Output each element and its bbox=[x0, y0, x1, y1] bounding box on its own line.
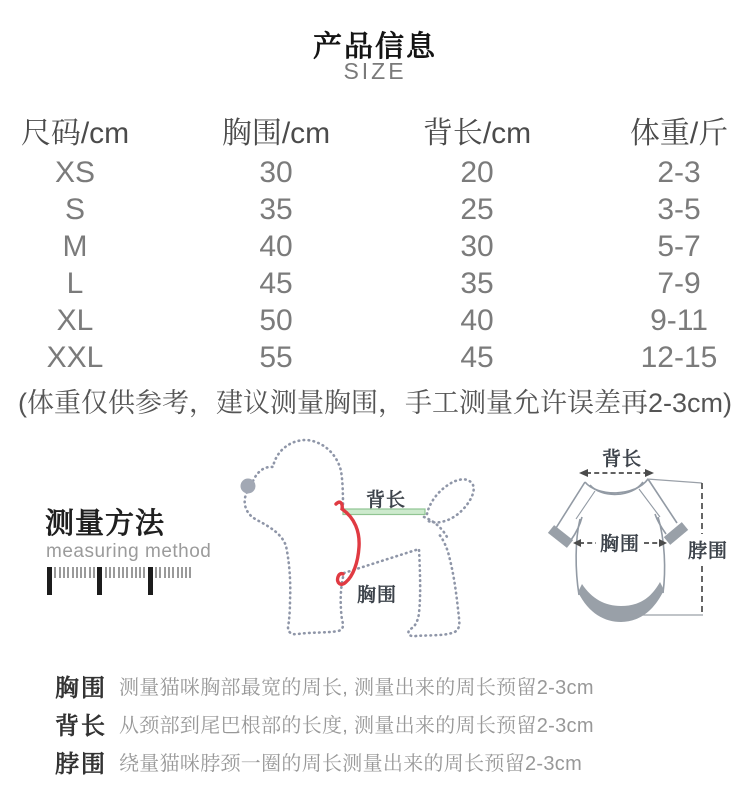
shirt-measure-illustration bbox=[545, 435, 750, 665]
ruler-short-tick bbox=[72, 567, 74, 578]
dog-back-length-label: 背长 bbox=[366, 490, 407, 511]
table-cell: 7-9 bbox=[657, 267, 701, 300]
ruler-long-tick bbox=[97, 567, 102, 595]
size-table bbox=[0, 112, 750, 420]
table-cell: 20 bbox=[460, 156, 494, 189]
column-header-size: 尺码/cm bbox=[20, 116, 130, 150]
table-cell: 40 bbox=[460, 304, 494, 337]
page-subtitle: SIZE bbox=[343, 58, 407, 84]
ruler-short-tick bbox=[54, 567, 56, 578]
ruler-short-tick bbox=[80, 567, 82, 578]
ruler-short-tick bbox=[143, 567, 145, 578]
ruler-short-tick bbox=[113, 567, 115, 578]
table-cell: L bbox=[66, 267, 84, 300]
size-table-body bbox=[0, 154, 750, 376]
ruler-icon bbox=[47, 567, 194, 595]
table-cell: 3-5 bbox=[657, 193, 701, 226]
definition-term: 背长 bbox=[55, 713, 107, 740]
ruler-short-tick bbox=[155, 567, 157, 578]
table-cell: 5-7 bbox=[657, 230, 701, 263]
ruler-short-tick bbox=[84, 567, 86, 578]
definition-term: 脖围 bbox=[55, 751, 107, 778]
table-cell: 45 bbox=[259, 267, 293, 300]
table-cell: S bbox=[64, 193, 85, 226]
dog-illustration-svg bbox=[226, 430, 518, 668]
page-title: 产品信息 bbox=[312, 31, 437, 63]
table-cell: 12-15 bbox=[640, 341, 718, 374]
ruler-short-tick bbox=[185, 567, 187, 578]
sleeve-cuff-left bbox=[551, 529, 570, 544]
shirt-neck-label: 脖围 bbox=[687, 541, 729, 562]
ruler-short-tick bbox=[126, 567, 128, 578]
table-cell: 2-3 bbox=[657, 156, 701, 189]
column-header-weight: 体重/斤 bbox=[629, 116, 729, 150]
definition-row-back bbox=[55, 706, 594, 741]
ruler-short-tick bbox=[172, 567, 174, 578]
ruler-short-tick bbox=[135, 567, 137, 578]
table-cell: XXL bbox=[46, 341, 104, 374]
ruler-short-tick bbox=[105, 567, 107, 578]
table-cell: 55 bbox=[259, 341, 293, 374]
definition-desc: 测量猫咪胸部最宽的周长, 测量出来的周长预留2-3cm bbox=[119, 677, 594, 699]
dog-chest-label: 胸围 bbox=[357, 585, 398, 606]
back-length-arrow bbox=[579, 469, 654, 477]
ruler-short-tick bbox=[63, 567, 65, 578]
measuring-method-title: 测量方法 bbox=[45, 508, 166, 540]
ruler-short-tick bbox=[89, 567, 91, 578]
measuring-method-subtitle: measuring method bbox=[46, 541, 212, 562]
raglan-seam-left bbox=[576, 491, 595, 519]
table-cell: 35 bbox=[460, 267, 494, 300]
dog-nose bbox=[241, 479, 256, 494]
sleeve-cuff-right bbox=[667, 526, 685, 541]
definition-term: 胸围 bbox=[55, 675, 107, 702]
table-cell: 9-11 bbox=[650, 304, 708, 337]
size-table-header bbox=[0, 112, 750, 154]
table-cell: 25 bbox=[460, 193, 494, 226]
shirt-illustration-svg bbox=[545, 435, 750, 665]
table-cell: 45 bbox=[460, 341, 494, 374]
ruler-long-tick bbox=[47, 567, 52, 595]
shirt-chest-label: 胸围 bbox=[599, 534, 641, 555]
table-cell: 30 bbox=[259, 156, 293, 189]
table-cell: M bbox=[62, 230, 88, 263]
table-cell: 40 bbox=[259, 230, 293, 263]
table-cell: 50 bbox=[259, 304, 293, 337]
ruler-short-tick bbox=[59, 567, 61, 578]
ruler-short-tick bbox=[177, 567, 179, 578]
ruler-short-tick bbox=[189, 567, 191, 578]
table-cell: 30 bbox=[460, 230, 494, 263]
table-cell: 35 bbox=[259, 193, 293, 226]
ruler-short-tick bbox=[109, 567, 111, 578]
shirt-back-length-label: 背长 bbox=[601, 449, 643, 470]
shirt-hem-band bbox=[578, 582, 664, 622]
table-cell: XS bbox=[54, 156, 96, 189]
ruler-short-tick bbox=[164, 567, 166, 578]
definition-desc: 从颈部到尾巴根部的长度, 测量出来的周长预留2-3cm bbox=[119, 715, 594, 737]
column-header-back: 背长/cm bbox=[422, 116, 532, 150]
dog-measure-illustration bbox=[226, 430, 518, 668]
ruler-short-tick bbox=[139, 567, 141, 578]
column-header-chest: 胸围/cm bbox=[221, 116, 331, 150]
ruler-short-tick bbox=[122, 567, 124, 578]
definition-row-chest bbox=[55, 668, 594, 703]
size-table-note: (体重仅供参考，建议测量胸围，手工测量允许误差再2-3cm) bbox=[18, 388, 732, 418]
dog-tail bbox=[426, 479, 474, 522]
ruler-short-tick bbox=[168, 567, 170, 578]
ruler-short-tick bbox=[76, 567, 78, 578]
ruler-long-tick bbox=[148, 567, 153, 595]
ruler-short-tick bbox=[131, 567, 133, 578]
definition-desc: 绕量猫咪脖颈一圈的周长测量出来的周长预留2-3cm bbox=[119, 753, 583, 775]
ruler-short-tick bbox=[159, 567, 161, 578]
ruler-short-tick bbox=[93, 567, 95, 578]
table-cell: XL bbox=[56, 304, 94, 337]
ruler-short-tick bbox=[181, 567, 183, 578]
ruler-short-tick bbox=[118, 567, 120, 578]
ruler-short-tick bbox=[67, 567, 69, 578]
definition-row-neck bbox=[55, 744, 582, 779]
